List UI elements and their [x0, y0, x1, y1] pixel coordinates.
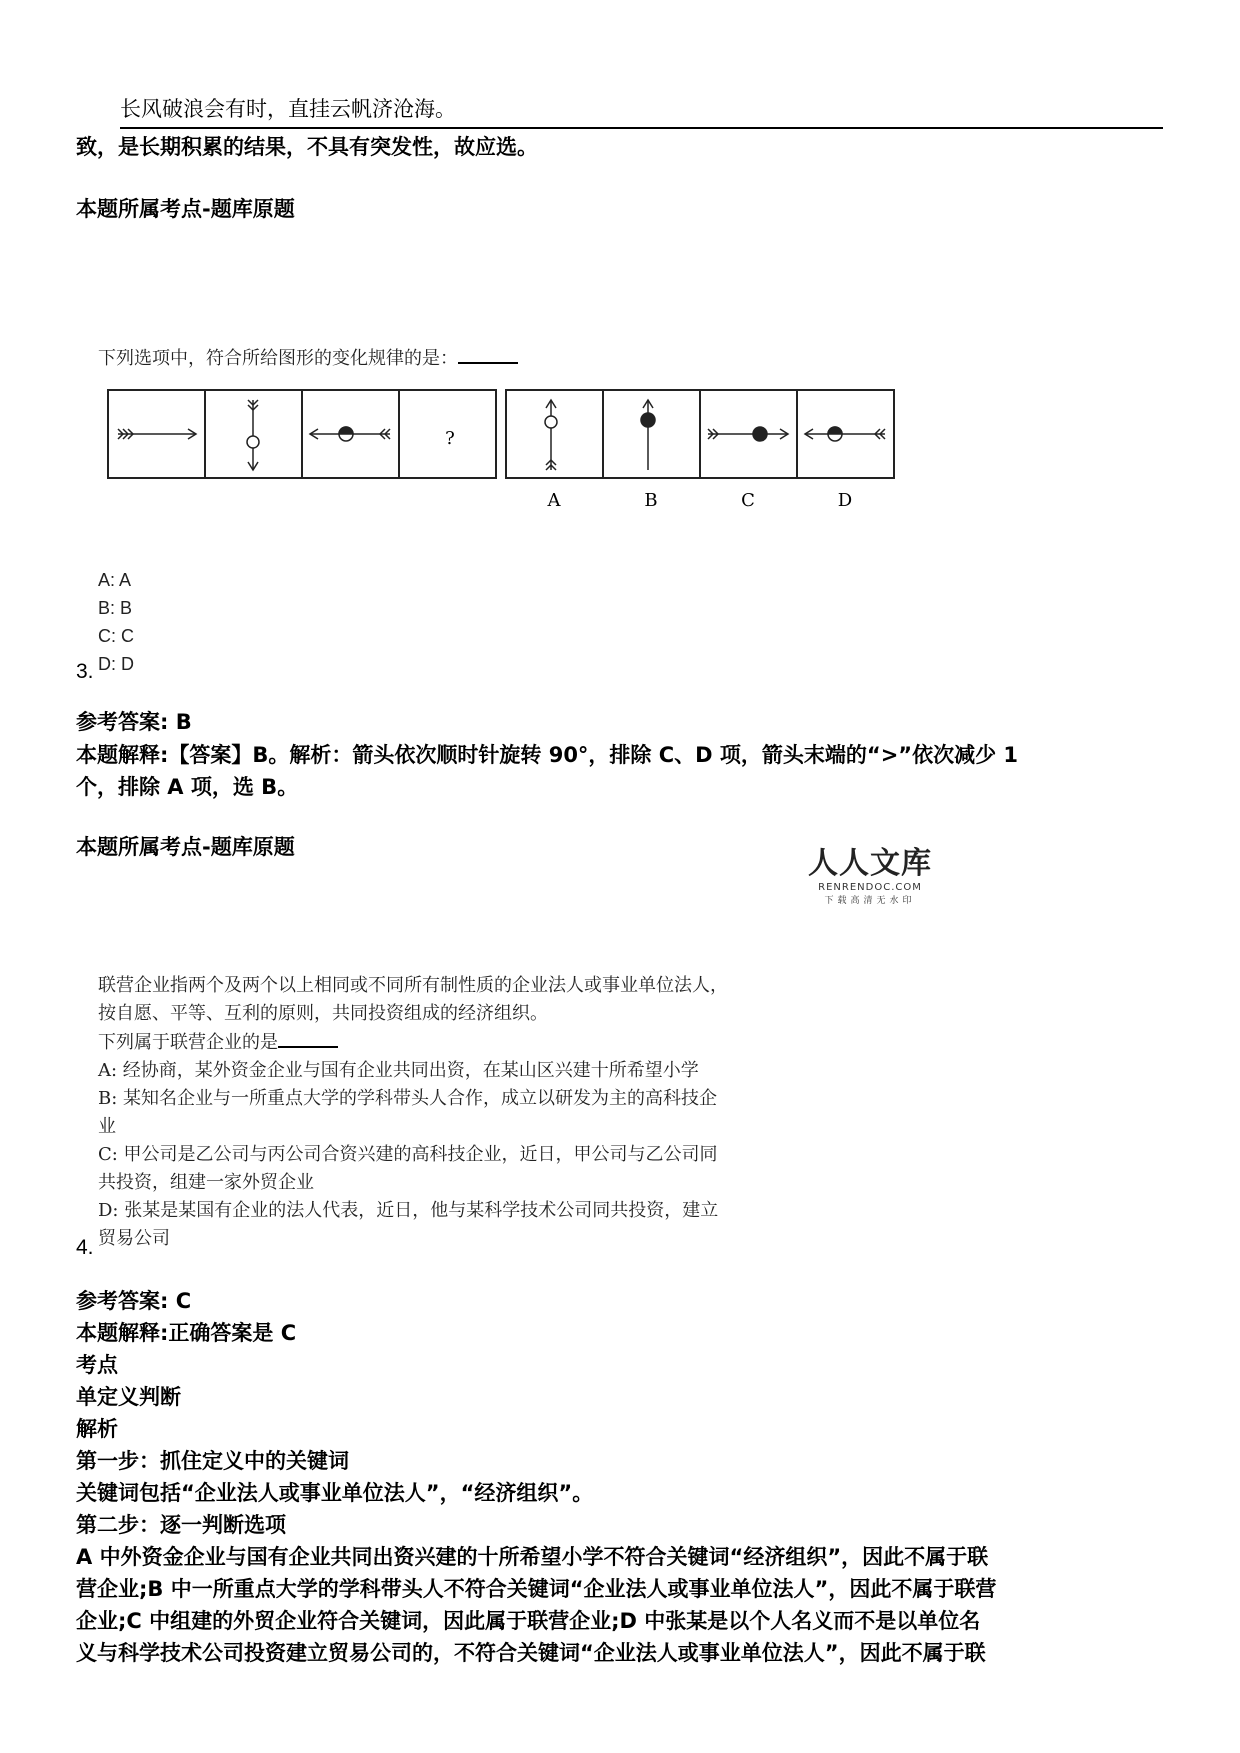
- q4-analysis-line2: 营企业;B 中一所重点大学的学科带头人不符合关键词“企业法人或事业单位法人”，因此不属于联营: [76, 1577, 997, 1601]
- fig3-arrow-left: [310, 427, 390, 441]
- q3-explanation-line2: 个，排除 A 项，选 B。: [76, 775, 299, 799]
- q3-figure: [100, 382, 920, 514]
- figC-arrow-right: [708, 427, 788, 441]
- q3-fig-label-c: C: [741, 490, 755, 511]
- watermark-title: 人人文库: [808, 846, 932, 881]
- q4-stem: [98, 1028, 858, 1057]
- q4-definition-line2: 按自愿、平等、互利的原则，共同投资组成的经济组织。: [98, 1003, 548, 1024]
- q3-option-b[interactable]: B: B: [98, 598, 133, 618]
- header-motto: 长风破浪会有时，直挂云帆济沧海。: [120, 97, 456, 121]
- q4-analysis-line4: 义与科学技术公司投资建立贸易公司的，不符合关键词“企业法人或事业单位法人”，因此不属于联: [76, 1641, 986, 1665]
- q4-kaodian-heading: 考点: [76, 1353, 118, 1377]
- q3-explanation-line1: 本题解释:【答案】B。解析：箭头依次顺时针旋转 90°，排除 C、D 项，箭头末端的“>”依次减少 1: [76, 743, 1019, 767]
- q3-fig-label-a: A: [547, 490, 561, 511]
- q3-options: [98, 566, 134, 678]
- q4-stem-text: 下列属于联营企业的是: [98, 1032, 278, 1053]
- q4-option-a[interactable]: A: 经协商，某外资金企业与国有企业共同出资，在某山区兴建十所希望小学: [98, 1060, 699, 1081]
- q3-stem: [98, 344, 518, 370]
- q4-option-b-line2[interactable]: 业: [98, 1116, 116, 1137]
- figD-arrow-left: [805, 427, 885, 441]
- q4-answer: 参考答案: C: [76, 1289, 192, 1313]
- q4-option-c-line1[interactable]: C: 甲公司是乙公司与丙公司合资兴建的高科技企业，近日，甲公司与乙公司同: [98, 1144, 718, 1165]
- q3-answer: 参考答案: B: [76, 710, 192, 734]
- figB-arrow-up: [641, 400, 655, 470]
- q3-option-c[interactable]: C: C: [98, 626, 134, 646]
- q4-keywords: 关键词包括“企业法人或事业单位法人”，“经济组织”。: [76, 1481, 594, 1505]
- figA-arrow-up: [545, 400, 557, 470]
- q3-fig-label-d: D: [837, 490, 853, 511]
- q3-answer-blank: [458, 344, 518, 364]
- renrendoc-watermark: [800, 838, 940, 906]
- q2-explanation-end: 致，是长期积累的结果，不具有突发性，故应选。: [76, 135, 538, 159]
- watermark-subtitle: 下载高清无水印: [824, 896, 916, 906]
- q4-step2: 第二步：逐一判断选项: [76, 1513, 286, 1537]
- q4-step1: 第一步：抓住定义中的关键词: [76, 1449, 349, 1473]
- q4-option-b-line1[interactable]: B: 某知名企业与一所重点大学的学科带头人合作，成立以研发为主的高科技企: [98, 1088, 718, 1109]
- q3-option-a[interactable]: A: A: [98, 570, 132, 590]
- q3-fig-label-b: B: [644, 490, 658, 511]
- q3-question-mark: ?: [445, 428, 455, 449]
- q2-source: 本题所属考点-题库原题: [76, 197, 295, 221]
- q4-analysis-line3: 企业;C 中组建的外贸企业符合关键词，因此属于联营企业;D 中张某是以个人名义而不是以单位名: [76, 1609, 981, 1633]
- q4-option-d-line1[interactable]: D: 张某是某国有企业的法人代表，近日，他与某科学技术公司同共投资，建立: [98, 1200, 719, 1221]
- q4-option-c-line2[interactable]: 共投资，组建一家外贸企业: [98, 1172, 314, 1193]
- header-rule: [120, 127, 1163, 129]
- q4-answer-blank: [278, 1028, 338, 1048]
- fig2-arrow-down: [247, 400, 259, 470]
- watermark-url: RENRENDOC.COM: [818, 882, 922, 893]
- q3-source: 本题所属考点-题库原题: [76, 835, 295, 859]
- q4-definition-line1: 联营企业指两个及两个以上相同或不同所有制性质的企业法人或事业单位法人，: [98, 975, 728, 996]
- fig1-arrow-right: [118, 429, 196, 439]
- q4-explanation-head: 本题解释:正确答案是 C: [76, 1321, 297, 1345]
- q4-jiexi-heading: 解析: [76, 1417, 118, 1441]
- q3-number: 3.: [76, 660, 94, 683]
- q3-option-d[interactable]: D: D: [98, 654, 134, 674]
- q4-option-d-line2[interactable]: 贸易公司: [98, 1228, 170, 1249]
- q3-stem-text: 下列选项中，符合所给图形的变化规律的是：: [98, 348, 458, 369]
- q4-number: 4.: [76, 1236, 94, 1259]
- q4-analysis-line1: A 中外资金企业与国有企业共同出资兴建的十所希望小学不符合关键词“经济组织”，因此不属于联: [76, 1545, 989, 1569]
- q4-question: [98, 972, 858, 1253]
- q4-category: 单定义判断: [76, 1385, 181, 1409]
